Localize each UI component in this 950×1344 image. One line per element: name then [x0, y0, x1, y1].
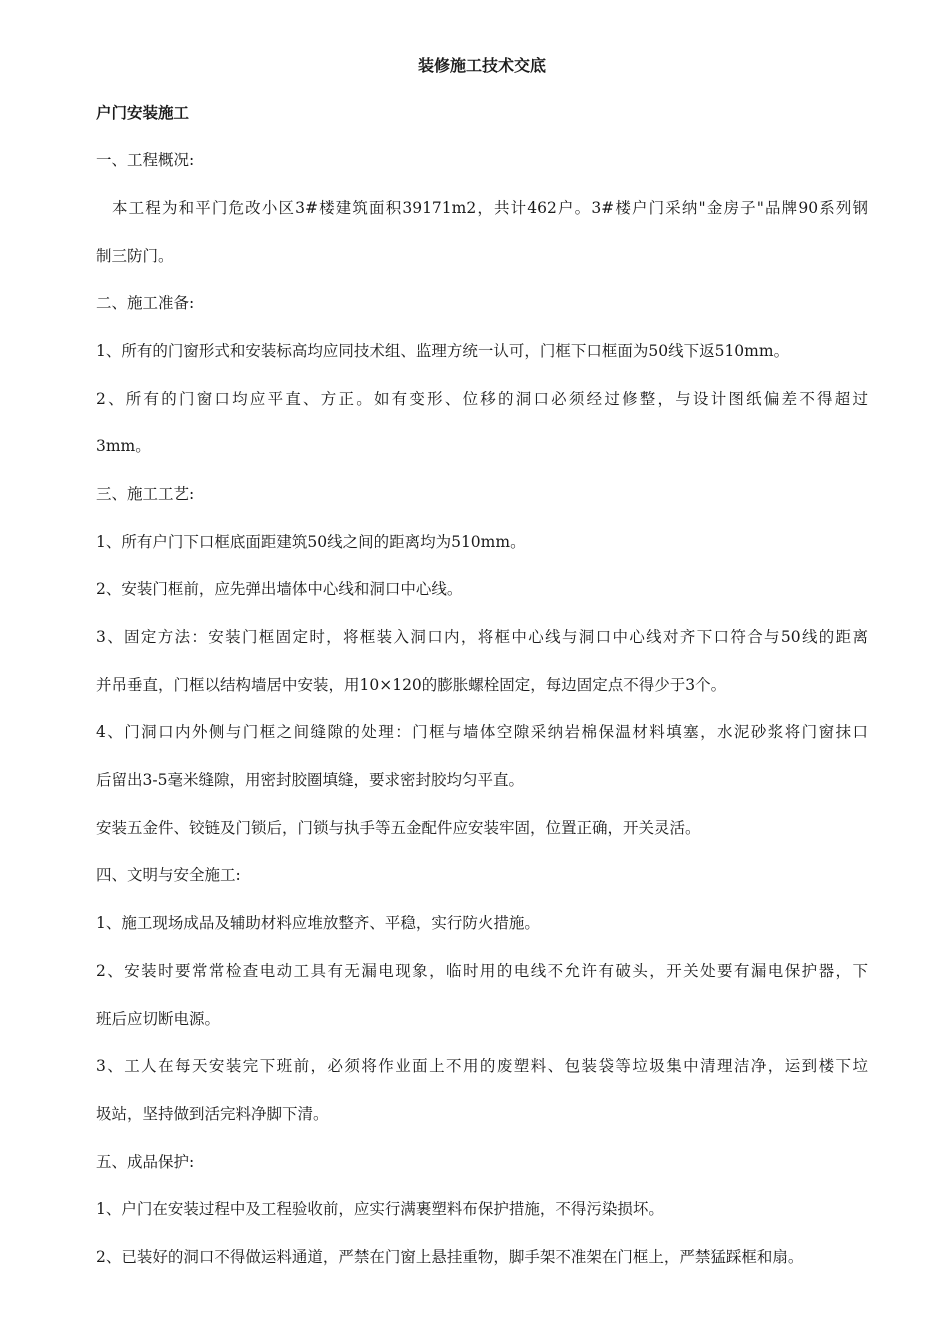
- paragraph-line: 2、所有的门窗口均应平直、方正。如有变形、位移的洞口必须经过修整，与设计图纸偏差不得超过: [96, 390, 868, 408]
- paragraph-line: 1、所有户门下口框底面距建筑50线之间的距离均为510mm。: [96, 533, 526, 551]
- paragraph-line: 安装五金件、铰链及门锁后，门锁与执手等五金配件应安装牢固，位置正确，开关灵活。: [96, 819, 701, 837]
- paragraph-line: 制三防门。: [96, 247, 174, 265]
- paragraph-line: 3、工人在每天安装完下班前，必须将作业面上不用的废塑料、包装袋等垃圾集中清理洁净，运到楼下垃: [96, 1057, 868, 1075]
- heading-safety: 四、文明与安全施工:: [96, 866, 241, 884]
- paragraph-line: 班后应切断电源。: [96, 1010, 221, 1028]
- paragraph-line: 2、已装好的洞口不得做运料通道，严禁在门窗上悬挂重物，脚手架不准架在门框上，严禁猛踩框和扇。: [96, 1248, 804, 1266]
- paragraph-line: 3mm。: [96, 437, 151, 455]
- heading-process: 三、施工工艺:: [96, 485, 195, 503]
- paragraph-line: 1、户门在安装过程中及工程验收前，应实行满裹塑料布保护措施，不得污染损坏。: [96, 1200, 664, 1218]
- section-subtitle: 户门安装施工: [96, 103, 190, 122]
- paragraph-line: 2、安装门框前，应先弹出墙体中心线和洞口中心线。: [96, 580, 463, 598]
- paragraph-line: 1、施工现场成品及辅助材料应堆放整齐、平稳，实行防火措施。: [96, 914, 540, 932]
- document-title: 装修施工技术交底: [417, 56, 546, 75]
- paragraph-line: 2、安装时要常常检查电动工具有无漏电现象，临时用的电线不允许有破头，开关处要有漏电保护器，下: [96, 962, 868, 980]
- heading-overview: 一、工程概况:: [96, 151, 195, 169]
- paragraph-line: 1、所有的门窗形式和安装标高均应同技术组、监理方统一认可，门框下口框面为50线下返510mm。: [96, 342, 790, 360]
- heading-protection: 五、成品保护:: [96, 1153, 195, 1171]
- paragraph-line: 圾站，坚持做到活完料净脚下清。: [96, 1105, 329, 1123]
- paragraph-line: 4、门洞口内外侧与门框之间缝隙的处理：门框与墙体空隙采纳岩棉保温材料填塞，水泥砂浆将门窗抹口: [96, 723, 868, 741]
- heading-preparation: 二、施工准备:: [96, 294, 195, 312]
- paragraph-line: 后留出3-5毫米缝隙，用密封胶圈填缝，要求密封胶均匀平直。: [96, 771, 524, 789]
- paragraph-line: 并吊垂直，门框以结构墙居中安装，用10×120的膨胀螺栓固定，每边固定点不得少于3个。: [96, 676, 727, 694]
- paragraph-line: 3、固定方法：安装门框固定时，将框装入洞口内，将框中心线与洞口中心线对齐下口符合与50线的距离: [96, 628, 868, 646]
- paragraph-line: 本工程为和平门危改小区3#楼建筑面积39171m2，共计462户。3#楼户门采纳"金房子"品牌90系列钢: [112, 199, 868, 217]
